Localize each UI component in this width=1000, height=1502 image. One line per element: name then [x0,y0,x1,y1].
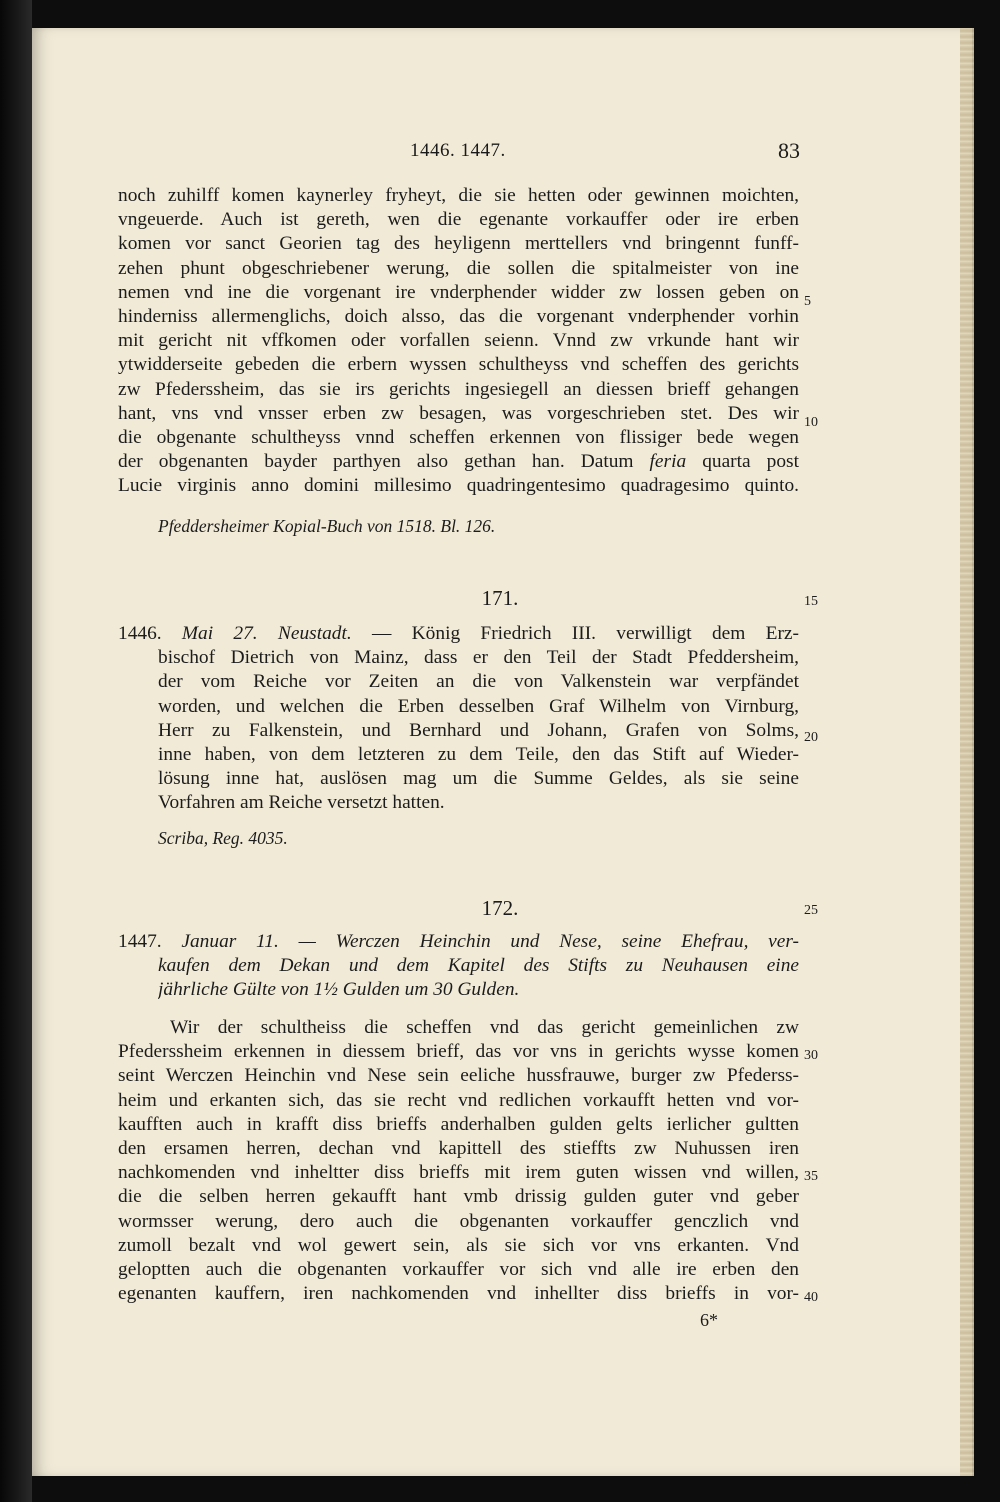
text-line: Wir der schultheiss die scheffen vnd das gericht gemeinlichen zw [170,1017,799,1038]
text-line: bischof Dietrich von Mainz, dass er den Teil der Stadt Pfeddersheim, [158,647,799,669]
source-citation: Pfeddersheimer Kopial-Buch von 1518. Bl. 126. [158,516,496,536]
document-number: 171. [481,586,519,610]
text-line: hant, vns vnd vnsser erben zw besagen, was vorgeschrieben stet. Des wir [118,402,799,424]
margin-line-number: 5 [804,294,811,309]
book-spine-shadow [0,0,32,1502]
regest-heading: Januar 11. — Werczen Heinchin und Nese, seine Ehefrau, ver- [181,931,799,952]
text-line: Lucie virginis anno domini millesimo quadringentesimo quadragesimo quinto. [118,475,799,497]
text-line: kaufften auch in krafft diss brieffs anderhalben gulden gelts ierlicher gultten [118,1113,799,1135]
text-line: lösung inne hat, auslösen mag um die Summe Geldes, als sie seine [158,768,799,790]
regest-date: 1446. [118,623,182,644]
margin-line-number: 30 [804,1048,818,1063]
page-stack-edge [960,28,974,1476]
running-head-years: 1446. 1447. [410,140,506,161]
charter-172-text [118,1016,799,1306]
text-line: egenanten kauffern, iren nachkomenden vnd inhellter diss brieffs in vor- [118,1283,799,1305]
text-line: vngeuerde. Auch ist gereth, wen die egenante vorkauffer oder ire erben [118,209,799,231]
text-line: geloptten auch die obgenanten vorkauffer vor sich vnd alle ire erben den [118,1258,799,1280]
regest-date-place: Mai 27. Neustadt. [181,623,352,644]
text-line: ytwidderseite gebeden die erbern wyssen schultheyss vnd scheffen des gerichts [118,354,799,376]
text-line: komen vor sanct Georien tag des heyligenn merttellers vnd bringennt funff- [118,233,799,255]
text-line: die obgenante schultheyss vnnd scheffen erkennen von flissiger bede wegen [118,426,799,448]
regest-172 [118,930,799,954]
text-line [118,622,799,646]
regest-172-heading [158,954,799,1002]
text-line: heim und erkanten sich, das sie recht vnd redlichen vorkaufft hetten vnd vor- [118,1089,799,1111]
text-line: nachkomenden vnd inheltter diss brieffs mit irem guten wissen vnd willen, [118,1162,799,1184]
regest-171-body [158,646,799,815]
document-number: 172. [481,896,519,920]
margin-line-number: 40 [804,1290,818,1305]
text-line: die die selben herren gekaufft hant vmb drissig gulden guter vnd geber [118,1186,799,1208]
text-line: der vom Reiche vor Zeiten an die von Valkenstein war verpfändet [158,671,799,693]
regest-171 [118,622,799,646]
margin-line-number: 10 [804,415,818,430]
source-citation: Scriba, Reg. 4035. [158,828,288,848]
text-segment: quarta post [686,451,799,473]
text-line: wormsser werung, dero auch die obgenanten vorkauffer genczlich vnd [118,1210,799,1232]
continuation-paragraph [118,184,799,498]
text-segment: — König Friedrich III. verwilligt dem Erz- [351,623,799,644]
text-line: Vorfahren am Reiche versetzt hatten. [158,792,445,814]
text-line [118,450,799,474]
page-number: 83 [778,138,800,163]
text-line: nemen vnd ine die vorgenant ire vnderphender widder zw lossen geben on [118,281,799,303]
text-line: noch zuhilff komen kaynerley fryheyt, die sie hetten oder gewinnen moichten, [118,185,799,206]
margin-line-number: 15 [804,594,818,609]
margin-line-number: 20 [804,730,818,745]
text-line: inne haben, von dem letzteren zu dem Teile, den das Stift auf Wieder- [158,743,799,765]
text-line: mit gericht nit vffkomen oder vorfallen seienn. Vnnd zw vrkunde hant wir [118,330,799,352]
text-line: kaufen dem Dekan und dem Kapitel des Stifts zu Neuhausen eine [158,955,799,977]
text-line: zw Pfederssheim, das sie irs gerichts ingesiegell an diessen brieff gehangen [118,378,799,400]
text-line: seint Werczen Heinchin vnd Nese sein eeliche hussfrauwe, burger zw Pfederss- [118,1065,799,1087]
margin-line-number: 25 [804,903,818,918]
text-line: hinderniss allermenglichs, doich alsso, das die vorgenant vnderphender vorhin [118,305,799,327]
italic-word: feria [649,451,687,473]
running-head [0,140,1000,168]
signature-mark: 6* [700,1310,718,1330]
margin-line-number: 35 [804,1169,818,1184]
regest-date: 1447. [118,931,182,952]
text-line: zumoll bezalt vnd wol gewert sein, als sie sich vor vns erkanten. Vnd [118,1234,799,1256]
text-line: jährliche Gülte von 1½ Gulden um 30 Gulden. [158,979,520,1001]
text-line: worden, und welchen die Erben desselben Graf Wilhelm von Virnburg, [158,695,799,717]
text-line: Herr zu Falkenstein, und Bernhard und Johann, Grafen von Solms, [158,719,799,741]
text-line: Pfederssheim erkennen in diessem brieff, das vor vns in gerichts wysse komen [118,1041,799,1063]
text-line: zehen phunt obgeschriebener werung, die sollen die spitalmeister von ine [118,257,799,279]
text-segment: der obgenanten bayder parthyen also gethan han. Datum [118,451,650,473]
text-line [118,930,799,954]
text-line: den ersamen herren, dechan vnd kapittell des stieffts zw Nuhussen iren [118,1137,799,1159]
